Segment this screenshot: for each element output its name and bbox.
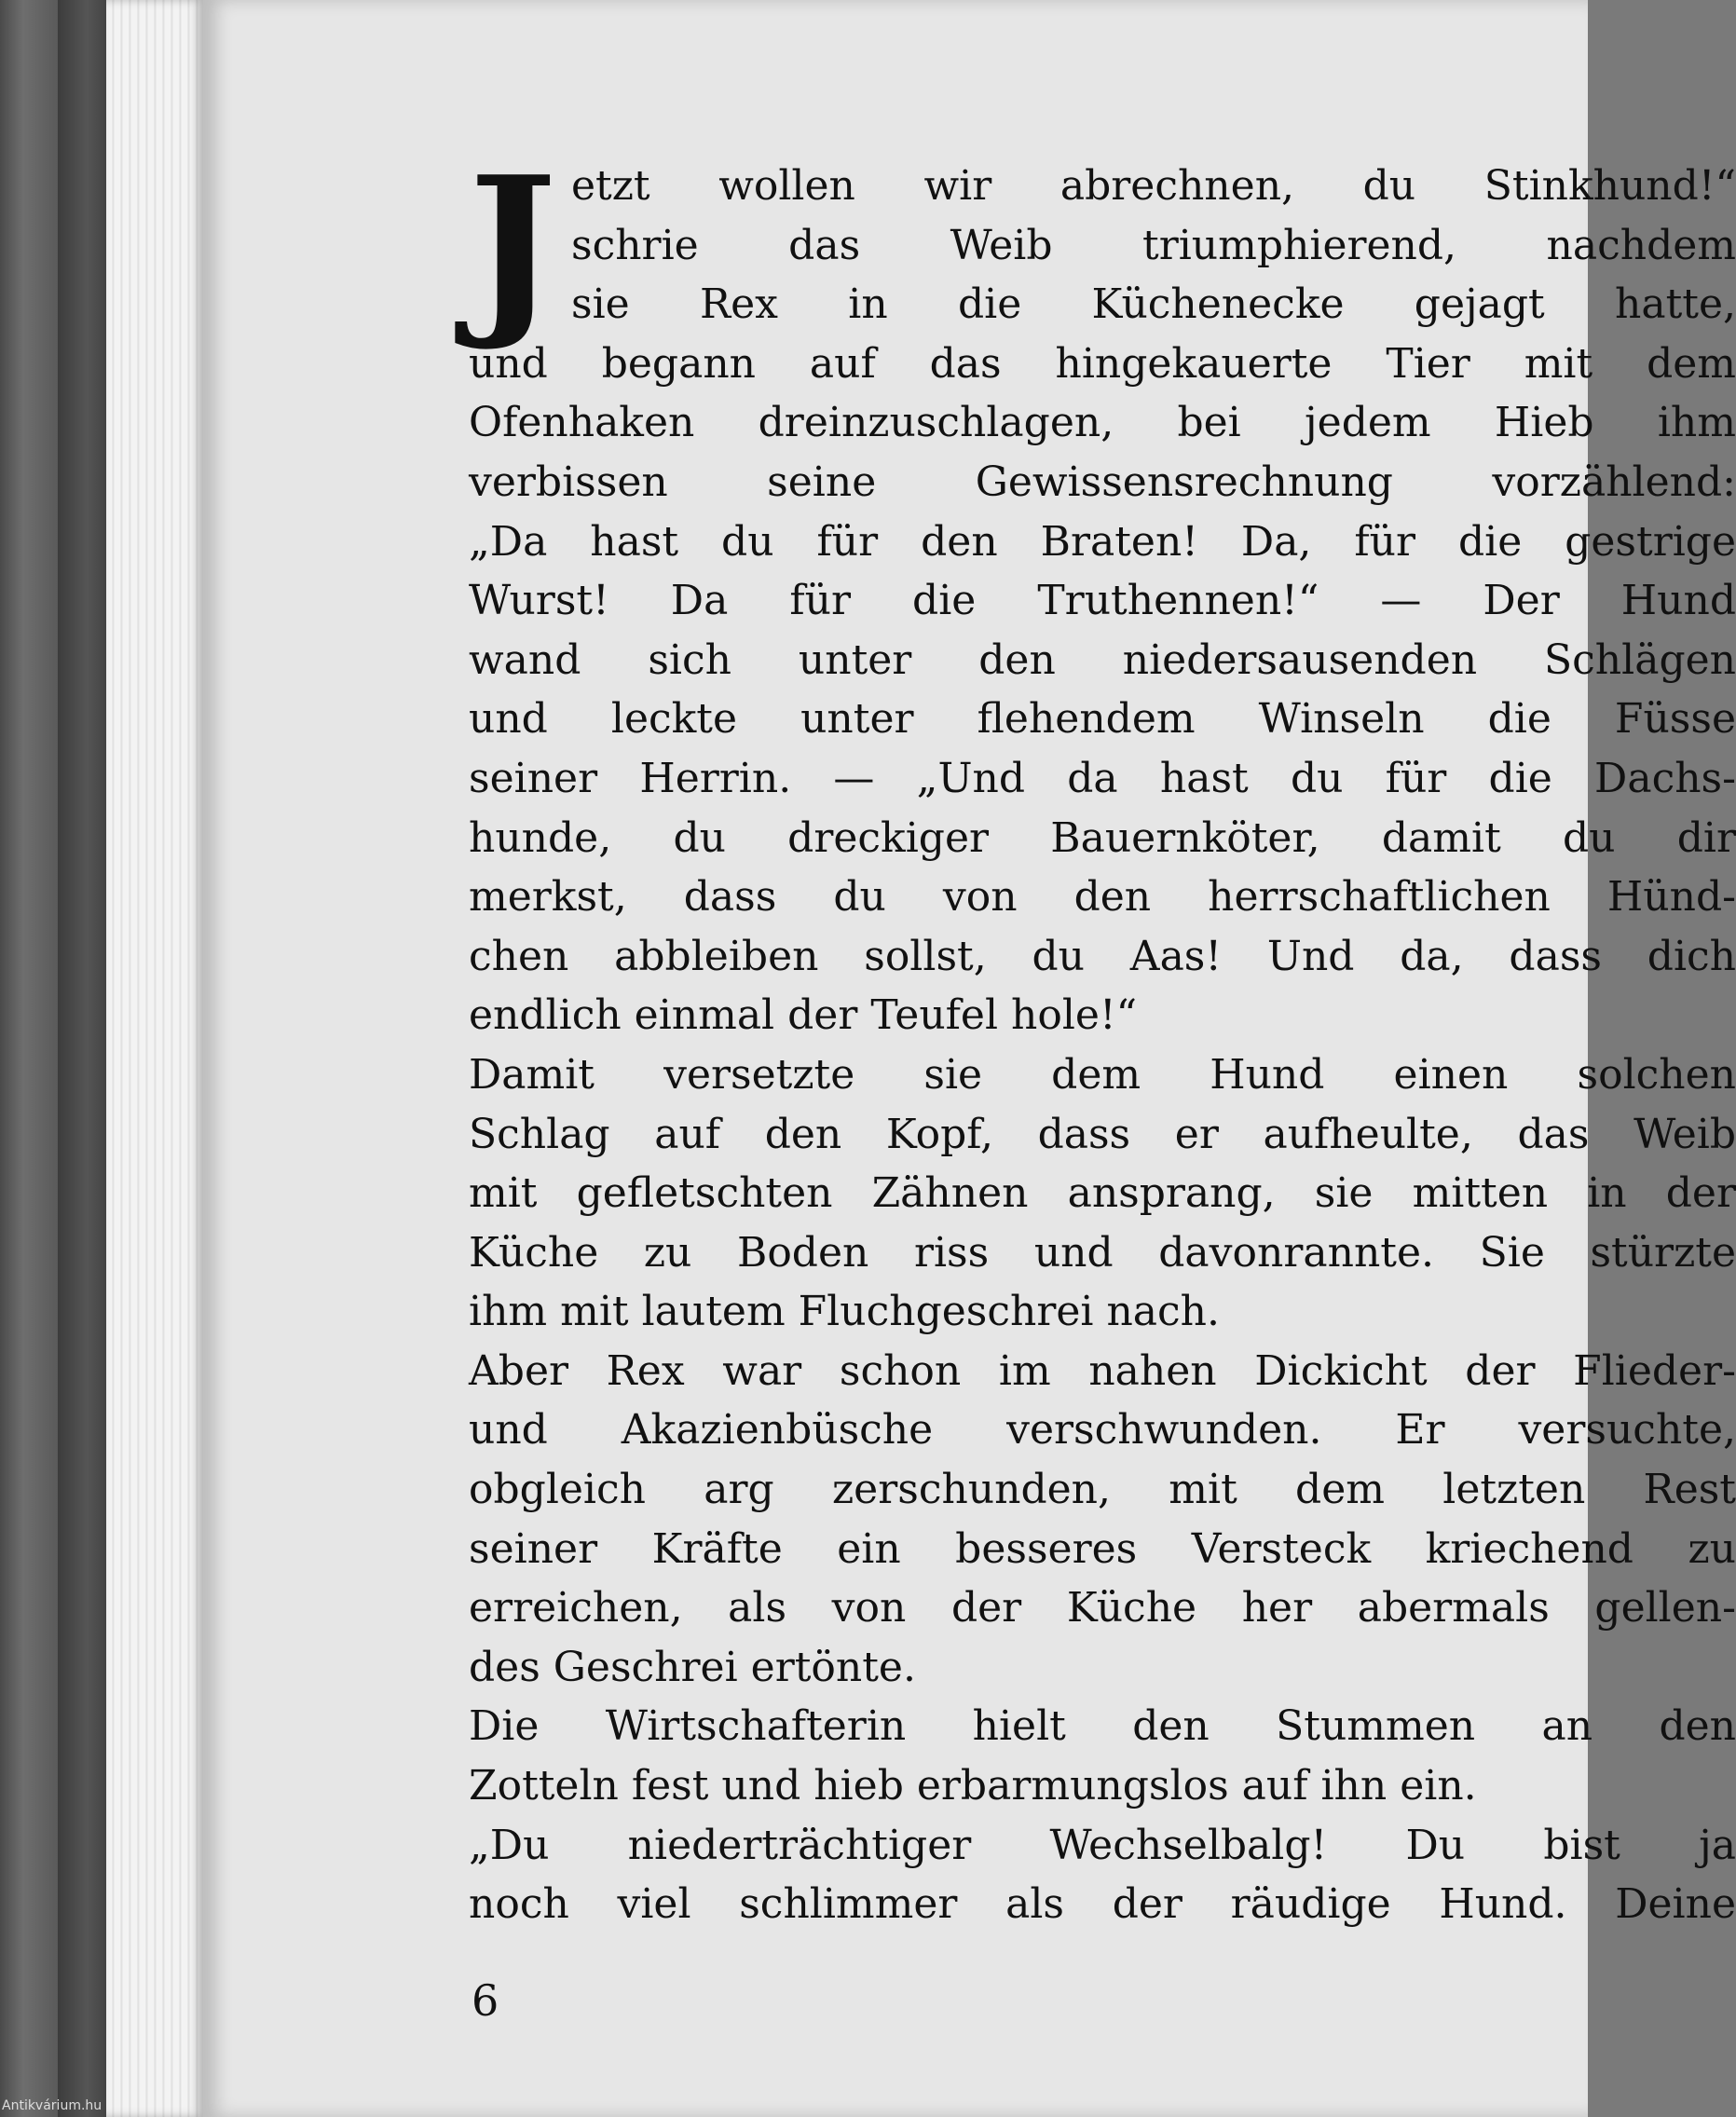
- text-line: ihm mit lautem Fluchgeschrei nach.: [469, 1288, 1221, 1336]
- text-line: seiner Herrin. — „Und da hast du für die Dachs-: [469, 754, 1736, 802]
- text-line: Zotteln fest und hieb erbarmungslos auf ihn ein.: [469, 1762, 1477, 1810]
- watermark: Antikvárium.hu: [2, 2098, 103, 2113]
- text-line: sie Rex in die Küchenecke gejagt hatte,: [571, 280, 1736, 329]
- text-line: Küche zu Boden riss und davonrannte. Sie stürzte: [469, 1228, 1736, 1277]
- text-line: Damit versetzte sie dem Hund einen solchen: [469, 1050, 1736, 1099]
- body-text: [469, 136, 1736, 1934]
- text-line: „Du niederträchtiger Wechselbalg! Du bist ja: [469, 1821, 1736, 1869]
- page-number: 6: [472, 1975, 499, 2026]
- text-line: etzt wollen wir abrechnen, du Stinkhund!“: [571, 162, 1736, 210]
- text-line: des Geschrei ertönte.: [469, 1643, 916, 1691]
- cover-edge: [58, 0, 106, 2117]
- text-line: mit gefletschten Zähnen ansprang, sie mitten in der: [469, 1169, 1736, 1218]
- text-line: erreichen, als von der Küche her abermals gellen-: [469, 1584, 1736, 1632]
- text-line: Ofenhaken dreinzuschlagen, bei jedem Hieb ihm: [469, 399, 1736, 447]
- book-page: [203, 0, 1736, 2117]
- text-line: und Akazienbüsche verschwunden. Er versuchte,: [469, 1406, 1736, 1455]
- text-line: Schlag auf den Kopf, dass er aufheulte, das Weib: [469, 1110, 1736, 1158]
- text-line: „Da hast du für den Braten! Da, für die gestrige: [469, 517, 1736, 566]
- text-line: hunde, du dreckiger Bauernköter, damit du dir: [469, 813, 1736, 862]
- text-line: chen abbleiben sollst, du Aas! Und da, dass dich: [469, 932, 1736, 980]
- text-line: und leckte unter flehendem Winseln die Füsse: [469, 695, 1736, 744]
- text-line: schrie das Weib triumphierend, nachdem: [571, 221, 1736, 269]
- text-line: verbissen seine Gewissensrechnung vorzählend:: [469, 458, 1736, 506]
- text-line: noch viel schlimmer als der räudige Hund. Deine: [469, 1880, 1736, 1929]
- text-line: obgleich arg zerschunden, mit dem letzten Rest: [469, 1466, 1736, 1514]
- text-line: wand sich unter den niedersausenden Schlägen: [469, 635, 1736, 684]
- page-edges: [106, 0, 203, 2117]
- text-line: merkst, dass du von den herrschaftlichen Hünd-: [469, 873, 1736, 922]
- text-line: seiner Kräfte ein besseres Versteck kriechend zu: [469, 1524, 1736, 1573]
- text-line: Die Wirtschafterin hielt den Stummen an den: [469, 1702, 1736, 1751]
- text-line: und begann auf das hingekauerte Tier mit dem: [469, 339, 1736, 388]
- text-line: Aber Rex war schon im nahen Dickicht der Flieder-: [469, 1346, 1736, 1395]
- drop-cap: J: [469, 136, 557, 355]
- text-line: Wurst! Da für die Truthennen!“ — Der Hund: [469, 577, 1736, 625]
- book-binding: [0, 0, 58, 2117]
- text-line: endlich einmal der Teufel hole!“: [469, 991, 1138, 1040]
